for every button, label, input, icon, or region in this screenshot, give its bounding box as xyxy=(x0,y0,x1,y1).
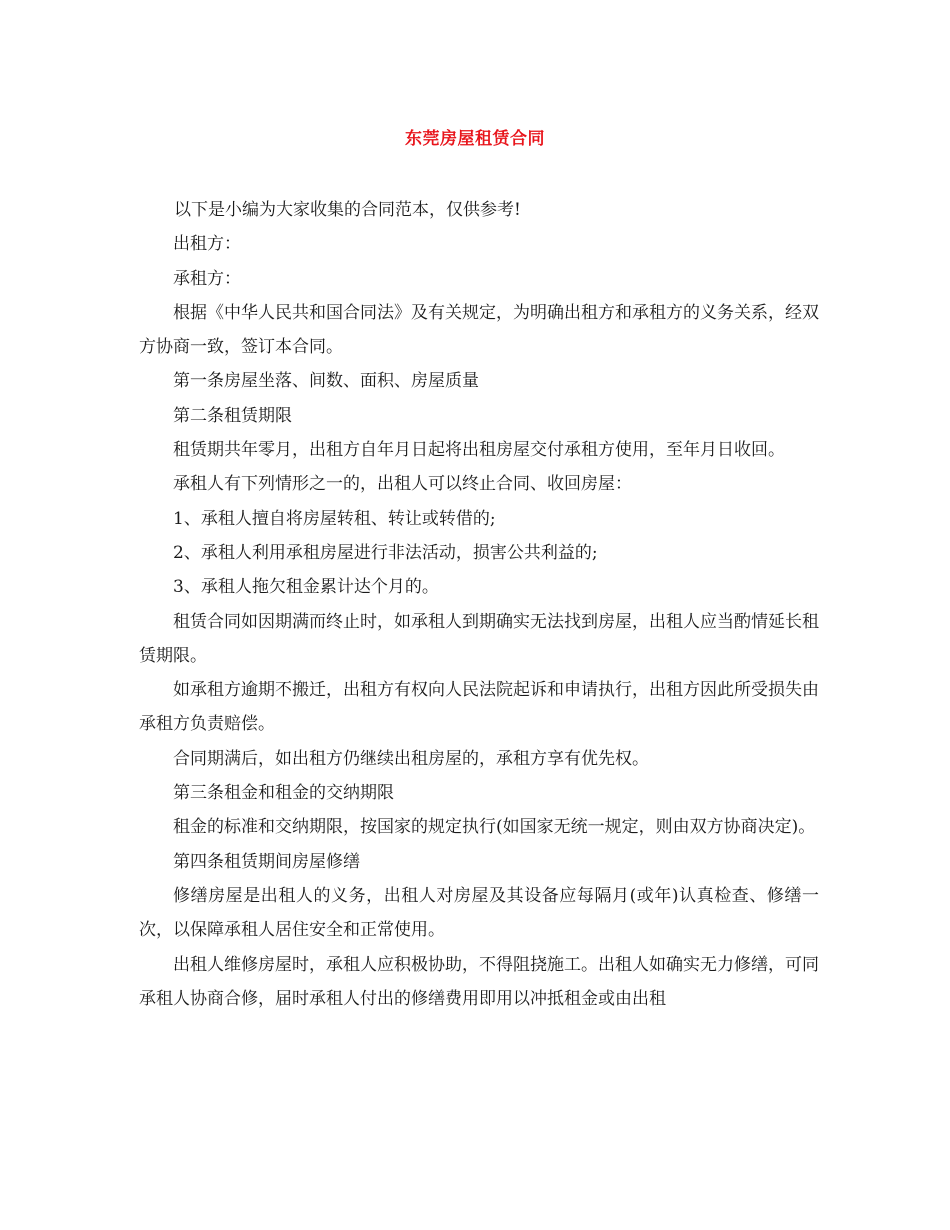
document-body xyxy=(139,193,819,1016)
repair-cooperation-paragraph: 出租人维修房屋时，承租人应积极协助，不得阻挠施工。出租人如确实无力修缮，可同承租人协商合修，届时承租人付出的修缮费用即用以冲抵租金或由出租 xyxy=(139,954,819,1009)
intro-paragraph: 以下是小编为大家收集的合同范本，仅供参考! xyxy=(174,200,521,220)
preamble-paragraph: 根据《中华人民共和国合同法》及有关规定，为明确出租方和承租方的义务关系，经双方协商一致，签订本合同。 xyxy=(139,302,819,358)
document-title: 东莞房屋租赁合同 xyxy=(405,129,545,149)
termination-item-1: 1、承租人擅自将房屋转租、转让或转借的; xyxy=(173,508,496,529)
repair-duty-paragraph: 修缮房屋是出租人的义务，出租人对房屋及其设备应每隔月(或年)认真检查、修缮一次，以保障承租人居住安全和正常使用。 xyxy=(139,885,819,941)
termination-item-3: 3、承租人拖欠租金累计达个月的。 xyxy=(173,577,439,598)
overdue-paragraph: 如承租方逾期不搬迁，出租方有权向人民法院起诉和申请执行，出租方因此所受损失由承租方负责赔偿。 xyxy=(139,680,819,735)
lessee-line: 承租方： xyxy=(173,268,241,289)
extension-paragraph: 租赁合同如因期满而终止时，如承租人到期确实无法找到房屋，出租人应当酌情延长租赁期限。 xyxy=(139,611,819,666)
article-1-heading: 第一条房屋坐落、间数、面积、房屋质量 xyxy=(173,371,479,392)
termination-paragraph: 承租人有下列情形之一的，出租人可以终止合同、收回房屋： xyxy=(173,474,632,495)
priority-paragraph: 合同期满后，如出租方仍继续出租房屋的，承租方享有优先权。 xyxy=(173,748,649,769)
article-4-heading: 第四条租赁期间房屋修缮 xyxy=(173,851,360,872)
rent-paragraph: 租金的标准和交纳期限，按国家的规定执行(如国家无统一规定，则由双方协商决定)。 xyxy=(173,817,816,838)
lessor-line: 出租方： xyxy=(173,234,241,255)
termination-item-2: 2、承租人利用承租房屋进行非法活动，损害公共利益的; xyxy=(173,542,598,563)
lease-term-paragraph: 租赁期共年零月，出租方自年月日起将出租房屋交付承租方使用，至年月日收回。 xyxy=(173,440,785,461)
article-2-heading: 第二条租赁期限 xyxy=(173,405,292,426)
article-3-heading: 第三条租金和租金的交纳期限 xyxy=(173,783,394,804)
